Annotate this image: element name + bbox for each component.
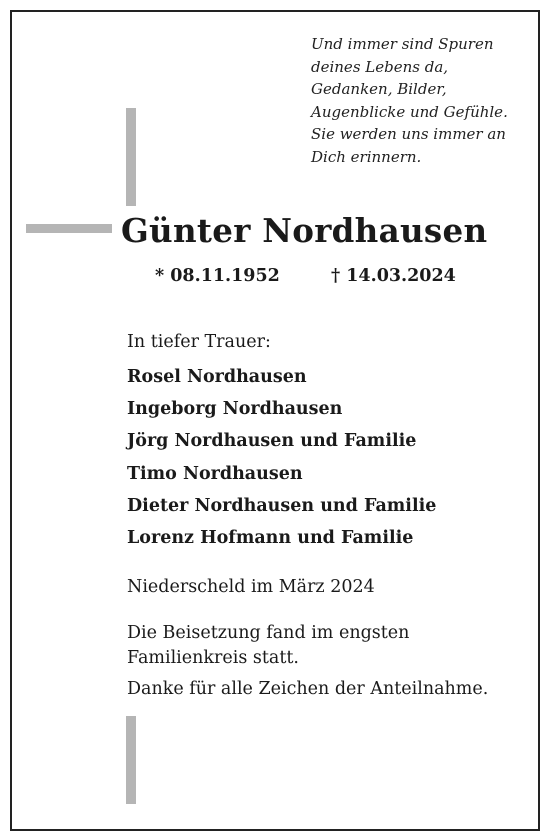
mourning-intro: In tiefer Trauer: [127, 332, 271, 352]
cross-icon-crossbar [26, 224, 112, 233]
burial-line: Die Beisetzung fand im engsten [127, 623, 410, 643]
thanks-note: Danke für alle Zeichen der Anteilnahme. [127, 679, 489, 699]
list-item: Dieter Nordhausen und Familie [127, 495, 437, 516]
list-item: Ingeborg Nordhausen [127, 399, 343, 420]
list-item: Rosel Nordhausen [127, 367, 307, 387]
cross-icon-lower-bar [126, 716, 136, 804]
burial-line: Familienkreis statt. [127, 648, 299, 668]
list-item: Jörg Nordhausen und Familie [127, 431, 417, 452]
quote-line: Dich erinnern. [311, 147, 422, 166]
quote-line: deines Lebens da, [311, 57, 449, 76]
cross-icon-upper-bar [126, 108, 136, 206]
mourners-list [127, 361, 436, 554]
quote-line: Augenblicke und Gefühle. [311, 102, 508, 121]
place-and-date: Niederscheld im März 2024 [127, 577, 375, 597]
quote-line: Gedanken, Bilder, [311, 80, 447, 98]
quote-line: Sie werden uns immer an [311, 125, 506, 143]
burial-notice [127, 621, 409, 671]
list-item: Lorenz Hofmann und Familie [127, 528, 414, 549]
birth-date: * 08.11.1952 [155, 266, 280, 286]
list-item: Timo Nordhausen [127, 463, 303, 484]
quote-line: Und immer sind Spuren [311, 35, 494, 53]
death-date: † 14.03.2024 [331, 266, 456, 286]
memorial-quote [311, 33, 533, 168]
deceased-name: Günter Nordhausen [121, 211, 488, 250]
